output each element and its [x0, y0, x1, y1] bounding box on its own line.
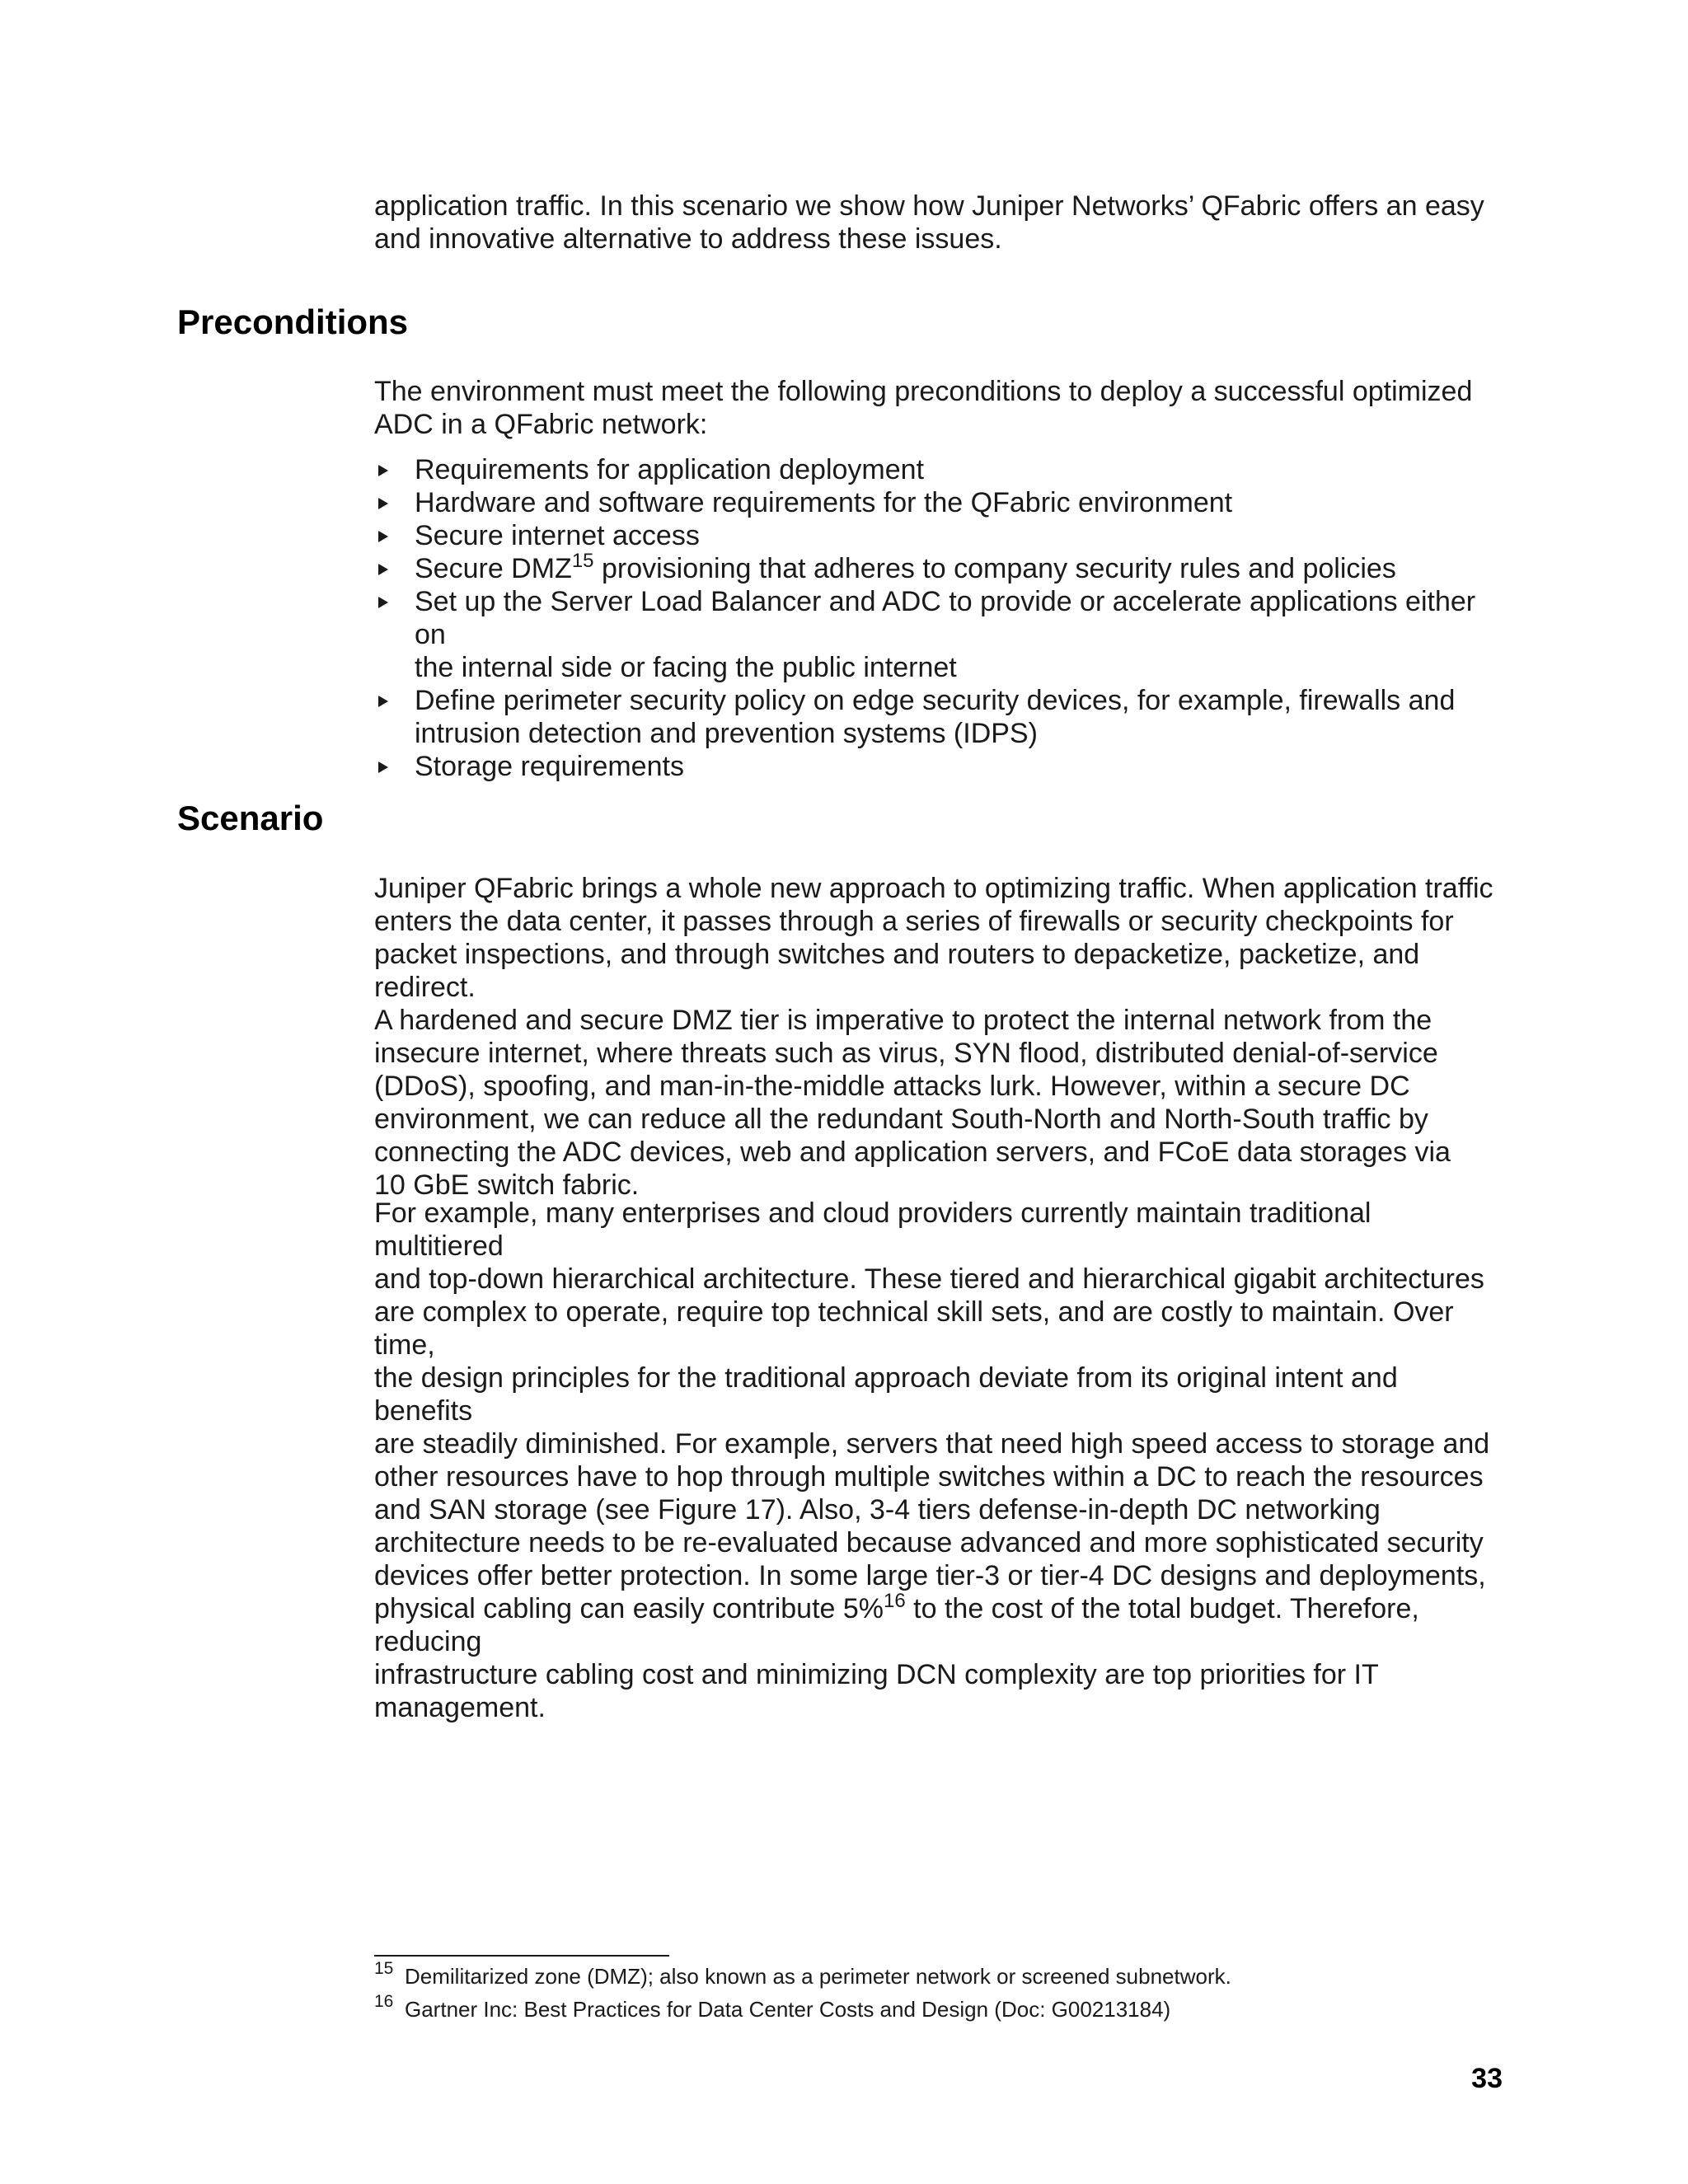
paragraph-line: the design principles for the traditional approach deviate from its original intent and benefits	[374, 1362, 1398, 1427]
list-item	[374, 519, 1503, 552]
bullet-arrow-icon	[378, 531, 388, 542]
paragraph-line: enters the data center, it passes through a series of firewalls or security checkpoints for	[374, 906, 1454, 937]
list-item	[374, 585, 1503, 684]
paragraph-text: physical cabling can easily contribute 5%	[374, 1593, 884, 1624]
footnote-mark: 15	[374, 1959, 394, 1978]
list-item	[374, 750, 1503, 783]
preconditions-intro	[374, 375, 1503, 441]
paragraph-line: packet inspections, and through switches and routers to depacketize, packetize, and redirect.	[374, 939, 1420, 1003]
list-item-text: Storage requirements	[415, 751, 684, 782]
footnote-item	[374, 1960, 1503, 1993]
bullet-arrow-icon	[378, 465, 388, 476]
preconditions-list	[374, 453, 1503, 783]
scenario-paragraph-1	[374, 872, 1503, 1202]
paragraph-line: insecure internet, where threats such as virus, SYN flood, distributed denial-of-service	[374, 1038, 1438, 1069]
list-item	[374, 684, 1503, 750]
paragraph-line: and top-down hierarchical architecture. These tiered and hierarchical gigabit architectures	[374, 1263, 1484, 1295]
list-item-text: Hardware and software requirements for the QFabric environment	[415, 487, 1233, 518]
paragraph-line: environment, we can reduce all the redundant South-North and North-South traffic by	[374, 1104, 1428, 1135]
paragraph-line: devices offer better protection. In some large tier-3 or tier-4 DC designs and deployments,	[374, 1560, 1486, 1591]
paragraph-line	[374, 1592, 1503, 1658]
list-item	[374, 486, 1503, 519]
page-number: 33	[1471, 2063, 1503, 2094]
scenario-paragraph-2	[374, 1197, 1503, 1724]
paragraph-line: infrastructure cabling cost and minimizing DCN complexity are top priorities for IT	[374, 1659, 1379, 1690]
paragraph-line: are complex to operate, require top technical skill sets, and are costly to maintain. Over time,	[374, 1296, 1454, 1361]
section-heading-preconditions: Preconditions	[177, 302, 409, 341]
paragraph-line: Juniper QFabric brings a whole new approach to optimizing traffic. When application traffic	[374, 873, 1493, 904]
paragraph-line: A hardened and secure DMZ tier is imperative to protect the internal network from the	[374, 1005, 1432, 1036]
paragraph-line: other resources have to hop through multiple switches within a DC to reach the resources	[374, 1461, 1484, 1493]
intro-line: application traffic. In this scenario we show how Juniper Networks’ QFabric offers an easy	[374, 190, 1484, 222]
list-item	[374, 552, 1503, 585]
bullet-arrow-icon	[378, 762, 388, 773]
paragraph-line: architecture needs to be re-evaluated because advanced and more sophisticated security	[374, 1527, 1484, 1558]
footnote-reference[interactable]: 15	[571, 550, 594, 572]
list-item-text: Set up the Server Load Balancer and ADC to provide or accelerate applications either on	[415, 586, 1476, 650]
footnote-text: Gartner Inc: Best Practices for Data Center Costs and Design (Doc: G00213184)	[405, 1997, 1171, 2022]
bullet-arrow-icon	[378, 498, 388, 509]
paragraph-line: For example, many enterprises and cloud providers currently maintain traditional multitiered	[374, 1197, 1372, 1262]
list-item-text: intrusion detection and prevention systems (IDPS)	[415, 718, 1038, 749]
footnote-reference[interactable]: 16	[884, 1590, 906, 1612]
list-item-text: Secure internet access	[415, 520, 700, 551]
paragraph-line: are steadily diminished. For example, servers that need high speed access to storage and	[374, 1428, 1490, 1460]
preconditions-intro-line: ADC in a QFabric network:	[374, 409, 708, 440]
preconditions-intro-line: The environment must meet the following preconditions to deploy a successful optimized	[374, 376, 1473, 407]
preconditions-list-container	[374, 453, 1503, 783]
paragraph-line: 10 GbE switch fabric.	[374, 1169, 640, 1201]
bullet-arrow-icon	[378, 597, 388, 608]
list-item-text: Define perimeter security policy on edge security devices, for example, firewalls and	[415, 685, 1456, 716]
intro-line: and innovative alternative to address these issues.	[374, 223, 1002, 255]
list-item-text: provisioning that adheres to company security rules and policies	[593, 553, 1396, 584]
section-heading-scenario: Scenario	[177, 799, 324, 837]
footnote-text: Demilitarized zone (DMZ); also known as a perimeter network or screened subnetwork.	[405, 1964, 1231, 1989]
list-item-text: the internal side or facing the public internet	[415, 652, 957, 683]
footnote-item	[374, 1993, 1503, 2026]
paragraph-line: (DDoS), spoofing, and man-in-the-middle attacks lurk. However, within a secure DC	[374, 1071, 1410, 1102]
bullet-arrow-icon	[378, 696, 388, 707]
list-item-text: Secure DMZ	[415, 553, 572, 584]
footnote-mark: 16	[374, 1992, 394, 2011]
footnote-divider	[374, 1955, 669, 1957]
paragraph-line: management.	[374, 1692, 546, 1723]
paragraph-line: connecting the ADC devices, web and application servers, and FCoE data storages via	[374, 1137, 1451, 1168]
list-item	[374, 453, 1503, 486]
paragraph-text: to the cost of the total budget. Therefore, reducing	[374, 1593, 1419, 1657]
list-item-text: Requirements for application deployment	[415, 454, 925, 485]
footnotes	[374, 1960, 1503, 2026]
bullet-arrow-icon	[378, 564, 388, 575]
intro-paragraph	[374, 190, 1503, 255]
paragraph-line: and SAN storage (see Figure 17). Also, 3-4 tiers defense-in-depth DC networking	[374, 1494, 1381, 1526]
